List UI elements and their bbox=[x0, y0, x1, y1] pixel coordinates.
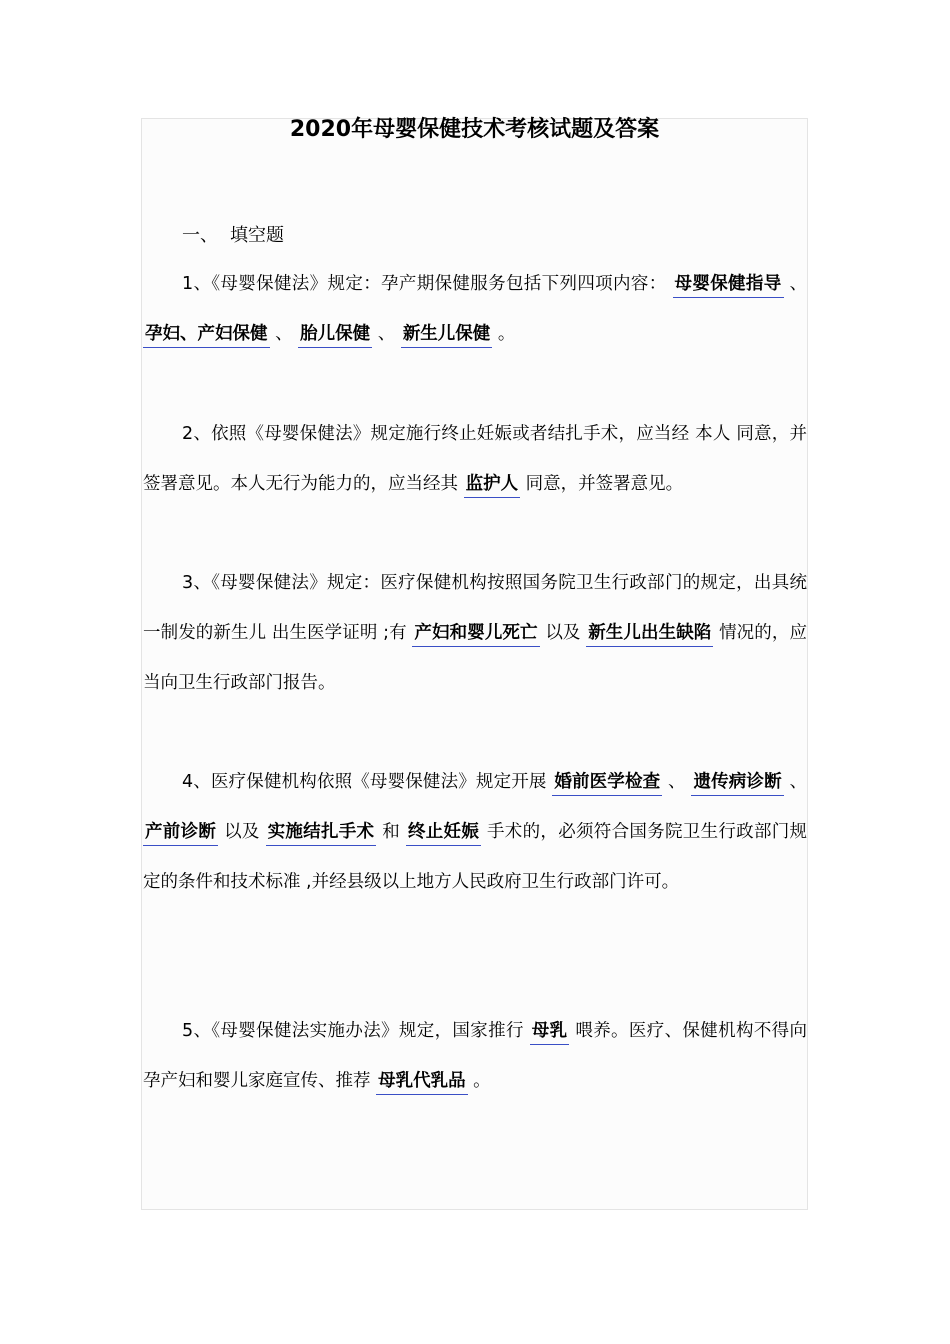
question-text: 以及 bbox=[545, 623, 581, 643]
document-title: 2020年母婴保健技术考核试题及答案 bbox=[289, 117, 660, 142]
answer-blank: 孕妇、产妇保健 bbox=[143, 324, 270, 348]
question-text: 1、《母婴保健法》规定：孕产期保健服务包括下列四项内容： bbox=[182, 274, 667, 294]
question-text: 喂养。医疗、保健机构不得向孕产妇和婴儿家庭宣传、推荐 bbox=[143, 1021, 808, 1091]
question-2 bbox=[143, 409, 807, 509]
question-text: 。 bbox=[497, 324, 516, 344]
section-number: 一、 bbox=[182, 225, 218, 246]
answer-blank: 新生儿出生缺陷 bbox=[586, 623, 713, 647]
question-text: 、 bbox=[789, 274, 807, 294]
answer-blank: 遗传病诊断 bbox=[691, 772, 783, 796]
question-1 bbox=[143, 259, 807, 359]
question-text: 5、《母婴保健法实施办法》规定，国家推行 bbox=[182, 1021, 524, 1041]
answer-blank: 母婴保健指导 bbox=[673, 274, 784, 298]
question-text: 。 bbox=[473, 1071, 491, 1091]
answer-blank: 实施结扎手术 bbox=[266, 822, 377, 846]
answer-blank: 产前诊断 bbox=[143, 822, 218, 846]
question-text: 4、医疗保健机构依照《母婴保健法》规定开展 bbox=[182, 772, 547, 792]
question-text: 3、《母婴保健法》规定：医疗保健机构按照国务院卫生行政部门的规定，出具统一制发的新生儿 出生医学证明 ;有 bbox=[143, 573, 807, 643]
question-text: 、 bbox=[275, 324, 293, 344]
answer-blank: 母乳 bbox=[530, 1021, 570, 1045]
answer-blank: 新生儿保健 bbox=[401, 324, 493, 348]
answer-blank: 婚前医学检查 bbox=[552, 772, 662, 796]
answer-blank: 监护人 bbox=[464, 474, 521, 498]
answer-blank: 胎儿保健 bbox=[298, 324, 372, 348]
question-text: 以及 bbox=[224, 822, 260, 842]
answer-blank: 产妇和婴儿死亡 bbox=[412, 623, 539, 647]
question-text: 、 bbox=[789, 772, 807, 792]
question-text: 同意，并签署意见。 bbox=[525, 474, 684, 494]
answer-blank: 母乳代乳品 bbox=[376, 1071, 468, 1095]
answer-blank: 终止妊娠 bbox=[406, 822, 481, 846]
question-text: 情况的，应当向卫生行政部门报告。 bbox=[143, 623, 807, 693]
question-5 bbox=[143, 1006, 807, 1106]
question-4 bbox=[143, 757, 807, 907]
question-text: 2、依照《母婴保健法》规定施行终止妊娠或者结扎手术，应当经 本人 同意，并签署意见。本人无行为能力的，应当经其 bbox=[143, 424, 807, 494]
question-text: 和 bbox=[382, 822, 401, 842]
section-label: 填空题 bbox=[230, 225, 284, 246]
question-text: 手术的，必须符合国务院卫生行政部门规定的条件和技术标准 ,并经县级以上地方人民政府卫生行政部门许可。 bbox=[143, 822, 808, 892]
section-heading bbox=[182, 222, 284, 250]
question-3 bbox=[143, 558, 807, 708]
question-text: 、 bbox=[668, 772, 686, 792]
question-text: 、 bbox=[377, 324, 396, 344]
